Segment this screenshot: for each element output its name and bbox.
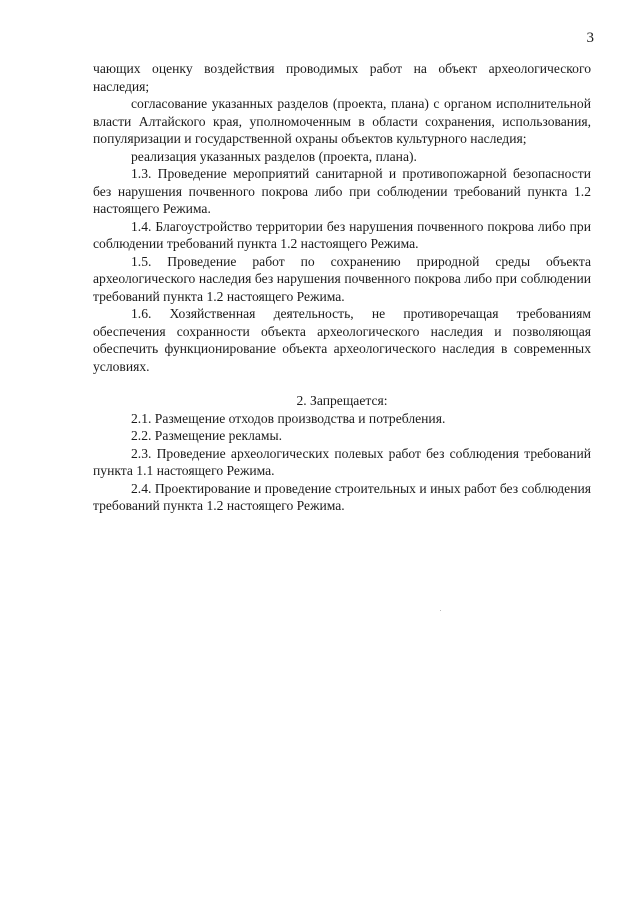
paragraph-2-3: 2.3. Проведение археологических полевых работ без соблюдения требований пункта 1.1 настоящего Режима. [93,445,591,478]
scan-speck [440,610,441,611]
paragraph-1-4: 1.4. Благоустройство территории без нарушения почвенного покрова либо при соблюдении требований пункта 1.2 настоящего Режима. [93,218,591,251]
paragraph-2-4: 2.4. Проектирование и проведение строительных и иных работ без соблюдения требований пункта 1.2 настоящего Режима. [93,480,591,513]
section-2-title: 2. Запрещается: [296,393,388,408]
paragraph-approval: согласование указанных разделов (проекта, плана) с органом исполнительной власти Алтайского края, уполномоченным в области сохранения, использования, популяризации и государственной охраны объектов культурного наследия; [93,96,591,146]
paragraph-1-6: 1.6. Хозяйственная деятельность, не противоречащая требованиям обеспечения сохранности объекта археологического наследия и позволяющая обеспечить функционирование объекта археологического наследия в современных условиях. [93,306,591,374]
paragraph-implementation: реализация указанных разделов (проекта, плана). [131,148,417,164]
document-body [93,60,591,515]
paragraph-2-2: 2.2. Размещение рекламы. [131,428,283,443]
page-number: 3 [586,30,594,46]
paragraph-continuation: чающих оценку воздействия проводимых работ на объект археологического наследия; [93,61,591,94]
paragraph-2-1: 2.1. Размещение отходов производства и потребления. [131,410,446,426]
paragraph-1-5: 1.5. Проведение работ по сохранению природной среды объекта археологического наследия без нарушения почвенного покрова либо при соблюдении требований пункта 1.2 настоящего Режима. [93,253,591,304]
paragraph-1-3: 1.3. Проведение мероприятий санитарной и противопожарной безопасности без нарушения почвенного покрова либо при соблюдении требований пункта 1.2 настоящего Режима. [93,166,591,216]
